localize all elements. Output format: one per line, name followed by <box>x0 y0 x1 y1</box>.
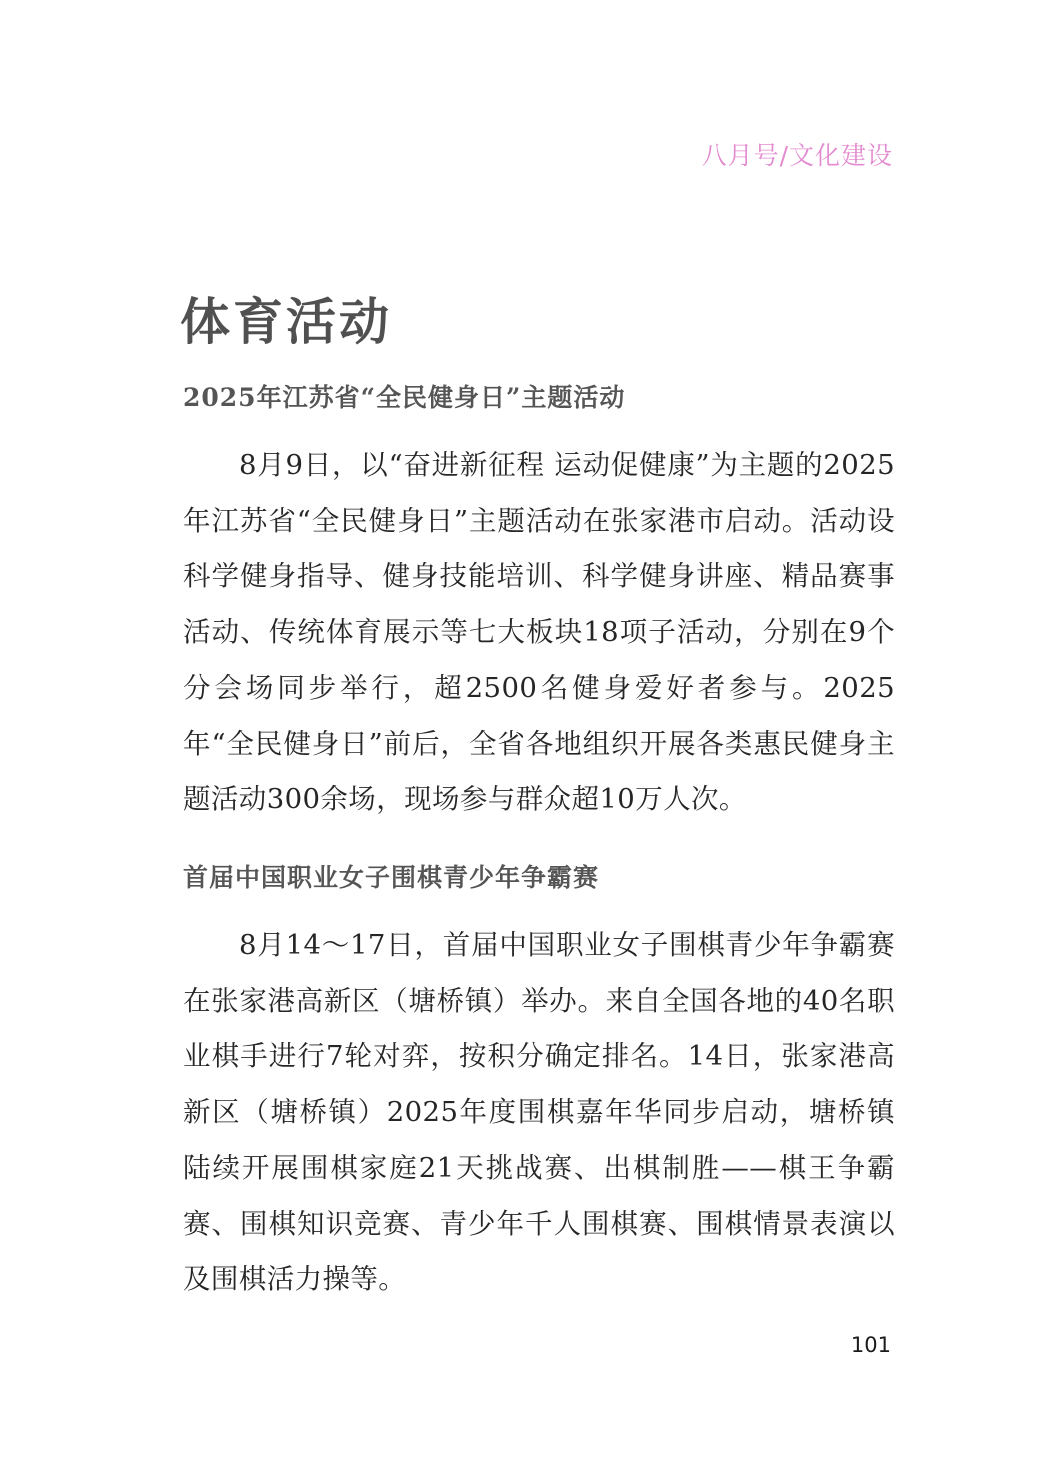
article-national-fitness-day <box>183 378 895 828</box>
article-body: 8月9日，以“奋进新征程 运动促健康”为主题的2025年江苏省“全民健身日”主题活动在张家港市启动。活动设科学健身指导、健身技能培训、科学健身讲座、精品赛事活动、传统体育展示等七大板块18项子活动，分别在9个分会场同步举行，超2500名健身爱好者参与。2025年“全民健身日”前后，全省各地组织开展各类惠民健身主题活动300余场，现场参与群众超10万人次。 <box>183 449 895 816</box>
article-body: 8月14～17日，首届中国职业女子围棋青少年争霸赛在张家港高新区（塘桥镇）举办。来自全国各地的40名职业棋手进行7轮对弈，按积分确定排名。14日，张家港高新区（塘桥镇）2025年度围棋嘉年华同步启动，塘桥镇陆续开展围棋家庭21天挑战赛、出棋制胜——棋王争霸赛、围棋知识竞赛、青少年千人围棋赛、围棋情景表演以及围棋活力操等。 <box>183 929 895 1296</box>
article-women-go-championship <box>183 858 895 1308</box>
page-number: 101 <box>850 1333 891 1357</box>
article-title: 首届中国职业女子围棋青少年争霸赛 <box>183 863 600 892</box>
article-title: 2025年江苏省“全民健身日”主题活动 <box>183 383 626 412</box>
section-title: 体育活动 <box>180 293 392 351</box>
running-header: 八月号/文化建设 <box>701 141 893 170</box>
